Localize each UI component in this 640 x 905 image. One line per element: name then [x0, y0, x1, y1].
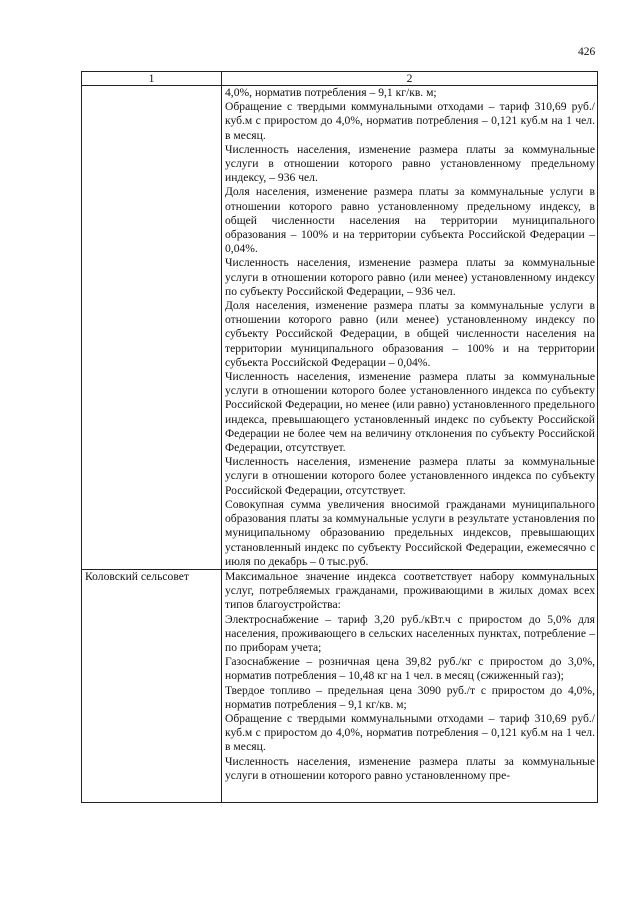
content-cell: [222, 86, 598, 570]
column-header: 2: [222, 72, 598, 86]
content-cell: [222, 569, 598, 802]
paragraph: Численность населения, изменение размера платы за коммунальные услуги в отношении которого равно установленному пре-: [225, 754, 595, 782]
table-header-row: [82, 72, 598, 86]
paragraph: Доля населения, изменение размера платы за коммунальные услуги в отношении которого равно установленному предельному индексу, в общей численности населения на территории муниципального образования – 100% и на территории субъекта Российской Федерации – 0,04%.: [225, 185, 595, 256]
paragraph: Численность населения, изменение размера платы за коммунальные услуги в отношении которого более установленного индекса по субъекту Российской Федерации, отсутствует.: [225, 455, 595, 497]
page-number: 426: [578, 46, 596, 58]
table-row: [82, 569, 598, 802]
paragraph: Твердое топливо – предельная цена 3090 руб./т с приростом до 4,0%, норматив потребления – 9,1 кг/кв. м;: [225, 683, 595, 711]
paragraph: Совокупная сумма увеличения вносимой гражданами муниципального образования платы за коммунальные услуги в результате установления по муниципальному образованию предельных индексов, превышающих установленный индекс по субъекту Российской Федерации, ежемесячно с июля по декабрь – 0 тыс.руб.: [225, 497, 595, 568]
paragraph: Доля населения, изменение размера платы за коммунальные услуги в отношении которого равно (или менее) установленному индексу по субъекту Российской Федерации, в общей численности населения на территории муниципального образования – 100% и на территории субъекта Российской Федерации – 0,04%.: [225, 299, 595, 369]
region-cell: [82, 86, 222, 570]
table-row: [82, 86, 598, 570]
paragraph: Газоснабжение – розничная цена 39,82 руб./кг с приростом до 3,0%, норматив потребления – 10,48 кг на 1 чел. в месяц (сжиженный газ);: [225, 655, 595, 683]
paragraph: Численность населения, изменение размера платы за коммунальные услуги в отношении которого равно установленному предельному индексу, – 936 чел.: [225, 142, 595, 185]
paragraph: Численность населения, изменение размера платы за коммунальные услуги в отношении которого более установленного индекса по субъекту Российской Федерации, но менее (или равно) установленного предельного индекса, превышающего установленный индекс по субъекту Российской Федерации не более чем на величину отклонения по субъекту Российской Федерации, отсутствует.: [225, 370, 595, 455]
column-header: 1: [82, 72, 222, 86]
paragraph: Обращение с твердыми коммунальными отходами – тариф 310,69 руб./куб.м с приростом до 4,0%, норматив потребления – 0,121 куб.м на 1 чел. в месяц.: [225, 711, 595, 754]
paragraph: Максимальное значение индекса соответствует набору коммунальных услуг, потребляемых гражданами, проживающими в жилых домах всех типов благоустройства:: [225, 569, 595, 612]
paragraph: Электроснабжение – тариф 3,20 руб./кВт.ч с приростом до 5,0% для населения, проживающего в сельских населенных пунктах, потребление – по приборам учета;: [225, 612, 595, 654]
paragraph: 4,0%, норматив потребления – 9,1 кг/кв. м;: [225, 86, 437, 99]
paragraph: Численность населения, изменение размера платы за коммунальные услуги в отношении которого равно (или менее) установленному индексу по субъекту Российской Федерации, – 936 чел.: [225, 256, 595, 298]
region-cell: Коловский сельсовет: [82, 569, 222, 802]
data-table: [81, 71, 598, 803]
paragraph: Обращение с твердыми коммунальными отходами – тариф 310,69 руб./куб.м с приростом до 4,0%, норматив потребления – 0,121 куб.м на 1 чел. в месяц.: [225, 100, 595, 142]
